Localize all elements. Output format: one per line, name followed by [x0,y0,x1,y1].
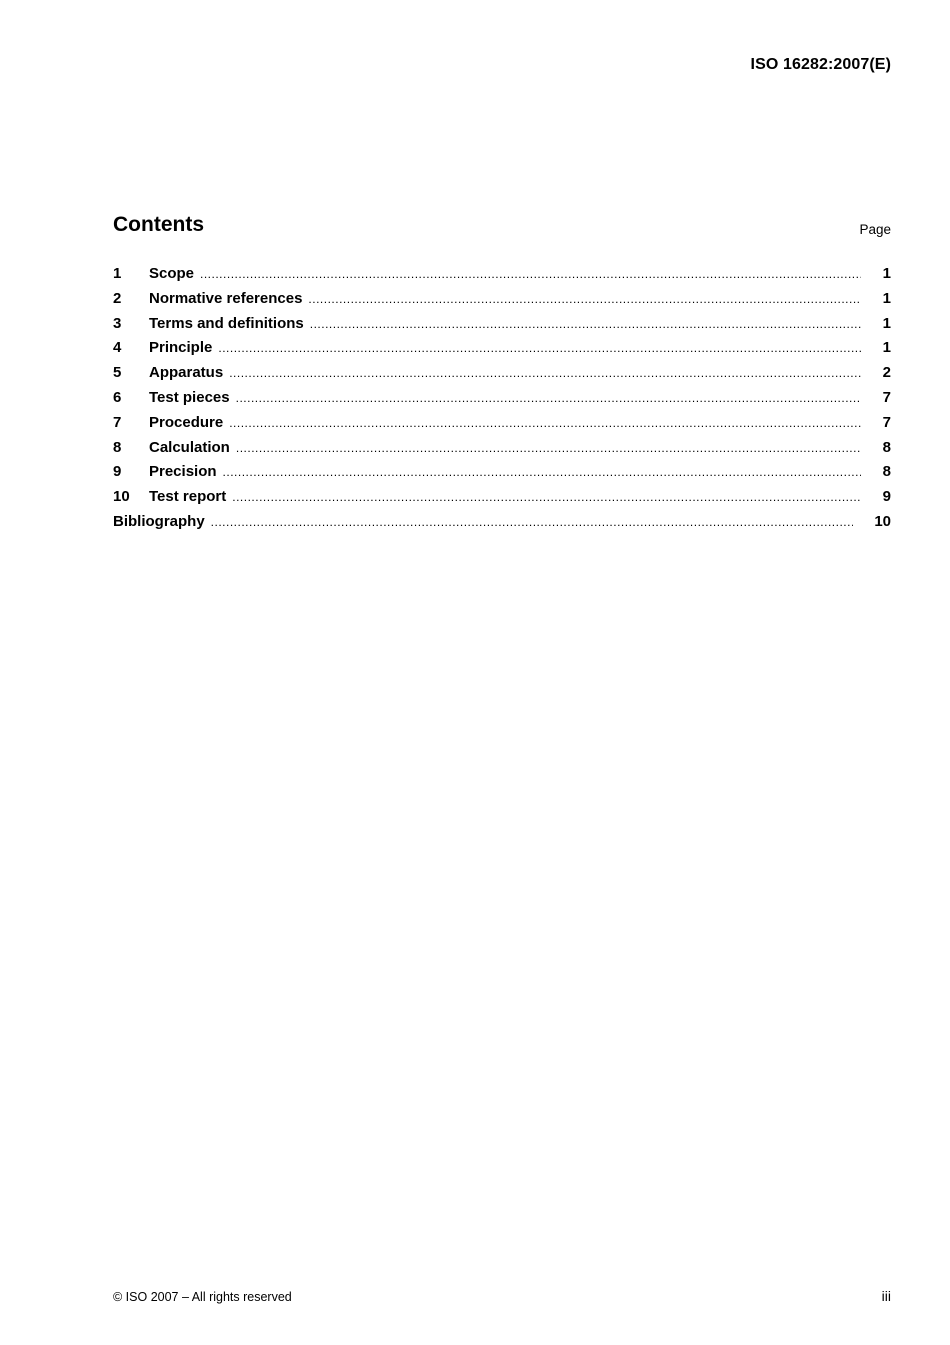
toc-entry-title: Procedure [149,413,224,431]
toc-entry-page: 7 [882,413,891,431]
toc-entry-title: Principle [149,339,213,357]
toc-entry-page: 9 [882,488,891,506]
page-number: iii [881,1288,891,1304]
contents-header [113,213,891,243]
dot-leader [229,366,861,380]
toc-entry-page: 1 [882,314,891,332]
toc-entry-number: 6 [113,388,122,406]
dot-leader [200,267,861,281]
copyright-notice: © ISO 2007 – All rights reserved [113,1290,292,1304]
toc-entry-title: Terms and definitions [149,314,304,332]
toc-entry-title: Bibliography [113,512,205,530]
toc-entry-title: Test pieces [149,388,230,406]
toc-entry-scope[interactable] [113,265,891,290]
toc-entry-page: 1 [882,289,891,307]
toc-entry-principle[interactable] [113,339,891,364]
toc-entry-page: 1 [882,265,891,282]
table-of-contents [113,265,891,538]
dot-leader [218,341,861,355]
page-column-label: Page [859,222,891,237]
toc-entry-number: 8 [113,438,122,456]
toc-entry-title: Normative references [149,289,303,307]
toc-entry-page: 10 [874,512,891,530]
toc-entry-page: 7 [882,388,891,406]
toc-entry-calculation[interactable] [113,439,891,464]
document-id: ISO 16282:2007(E) [750,56,891,73]
dot-leader [229,416,861,430]
toc-entry-number: 9 [113,463,122,481]
dot-leader [236,441,861,455]
toc-entry-number: 10 [113,488,130,506]
toc-entry-page: 8 [882,463,891,481]
dot-leader [223,465,861,479]
toc-entry-title: Precision [149,463,217,481]
toc-entry-page: 1 [882,339,891,357]
dot-leader [310,317,861,331]
toc-entry-title: Scope [149,265,195,282]
page-title: Contents [113,213,204,236]
toc-entry-title: Apparatus [149,364,224,382]
toc-entry-title: Test report [149,488,227,506]
toc-entry-normative-references[interactable] [113,290,891,315]
dot-leader [308,292,861,306]
toc-entry-page: 8 [882,438,891,456]
toc-entry-test-pieces[interactable] [113,389,891,414]
toc-entry-number: 1 [113,265,122,282]
toc-entry-test-report[interactable] [113,488,891,513]
dot-leader [232,490,861,504]
toc-entry-page: 2 [882,364,891,382]
toc-entry-number: 5 [113,364,122,382]
toc-entry-number: 4 [113,339,122,357]
dot-leader [211,515,853,529]
toc-entry-terms-and-definitions[interactable] [113,315,891,340]
dot-leader [236,391,861,405]
toc-entry-bibliography[interactable] [113,513,891,538]
toc-entry-number: 3 [113,314,122,332]
toc-entry-precision[interactable] [113,463,891,488]
toc-entry-apparatus[interactable] [113,364,891,389]
toc-entry-title: Calculation [149,438,230,456]
toc-entry-number: 7 [113,413,122,431]
toc-entry-number: 2 [113,289,122,307]
toc-entry-procedure[interactable] [113,414,891,439]
